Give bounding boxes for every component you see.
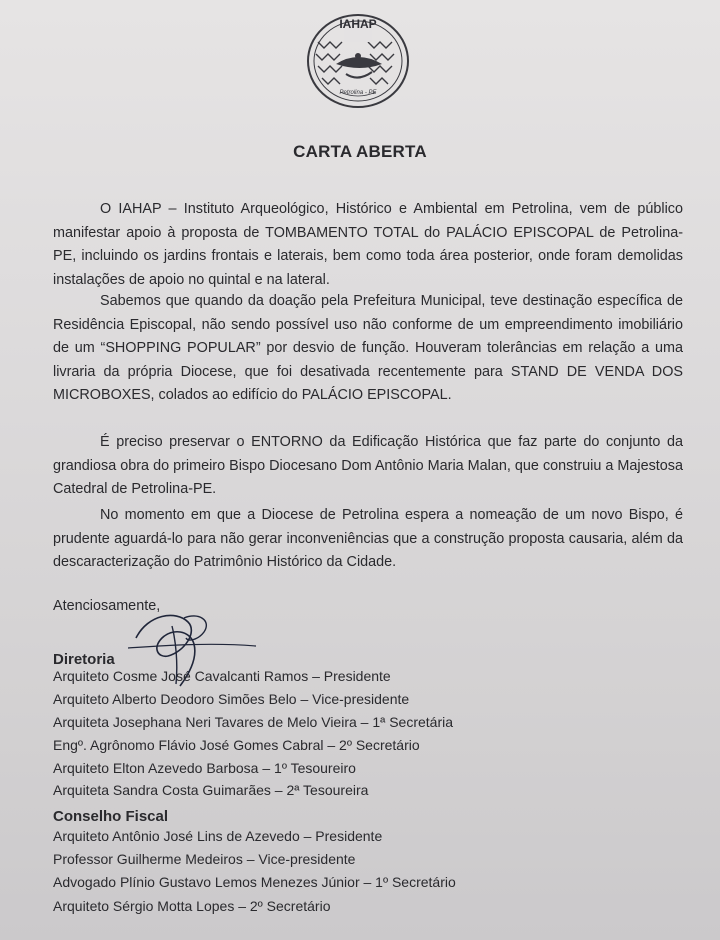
conselho-member: Arquiteto Sérgio Motta Lopes – 2º Secretário: [53, 898, 331, 914]
paragraph-2-text: Sabemos que quando da doação pela Prefeitura Municipal, teve destinação específica de Residência Episcopal, não sendo possível uso não conforme de um empreendimento imobiliário de um “SHOPPING POPULAR” por desvio de função. Houveram tolerâncias em relação a uma livraria da própria Diocese, que foi desativada recentemente para STAND DE VENDA DOS MICROBOXES, colados ao edifício do PALÁCIO EPISCOPAL.: [53, 293, 683, 403]
diretoria-heading: Diretoria: [53, 651, 115, 668]
letter-title: CARTA ABERTA: [293, 142, 427, 161]
logo-text: IAHAP: [339, 17, 377, 31]
paragraph-4: [53, 504, 683, 575]
conselho-member: Professor Guilherme Medeiros – Vice-presidente: [53, 851, 356, 867]
paragraph-1: [53, 198, 683, 292]
paragraph-4-text: No momento em que a Diocese de Petrolina espera a nomeação de um novo Bispo, é prudente aguardá-lo para não gerar inconveniências que a construção proposta causaria, além da descaracterização do Patrimônio Histórico da Cidade.: [53, 507, 683, 570]
diretoria-member: Engº. Agrônomo Flávio José Gomes Cabral – 2º Secretário: [53, 737, 420, 753]
paragraph-3: [53, 431, 683, 502]
closing: Atenciosamente,: [53, 598, 161, 614]
paragraph-2: [53, 290, 683, 408]
diretoria-member: Arquiteto Alberto Deodoro Simões Belo – Vice-presidente: [53, 691, 410, 707]
paragraph-3-text: É preciso preservar o ENTORNO da Edificação Histórica que faz parte do conjunto da grandiosa obra do primeiro Bispo Diocesano Dom Antônio Maria Malan, que construiu a Majestosa Catedral de Petrolina-PE.: [53, 434, 683, 497]
conselho-member: Advogado Plínio Gustavo Lemos Menezes Júnior – 1º Secretário: [53, 874, 456, 890]
diretoria-member: Arquiteta Josephana Neri Tavares de Melo Vieira – 1ª Secretária: [53, 714, 453, 730]
conselho-heading: Conselho Fiscal: [53, 808, 169, 825]
diretoria-member: Arquiteta Sandra Costa Guimarães – 2ª Tesoureira: [53, 782, 369, 798]
diretoria-member: Arquiteto Elton Azevedo Barbosa – 1º Tesoureiro: [53, 760, 356, 776]
diretoria-member: Arquiteto Cosme José Cavalcanti Ramos – Presidente: [53, 668, 391, 684]
logo-motto: Petrolina - PE: [339, 90, 377, 96]
paragraph-1-text: O IAHAP – Instituto Arqueológico, Histórico e Ambiental em Petrolina, vem de público manifestar apoio à proposta de TOMBAMENTO TOTAL do PALÁCIO EPISCOPAL de Petrolina-PE, incluindo os jardins frontais e laterais, bem como toda área posterior, onde foram demolidas instalações de apoio no quintal e na lateral.: [53, 201, 683, 288]
conselho-member: Arquiteto Antônio José Lins de Azevedo – Presidente: [53, 828, 383, 844]
